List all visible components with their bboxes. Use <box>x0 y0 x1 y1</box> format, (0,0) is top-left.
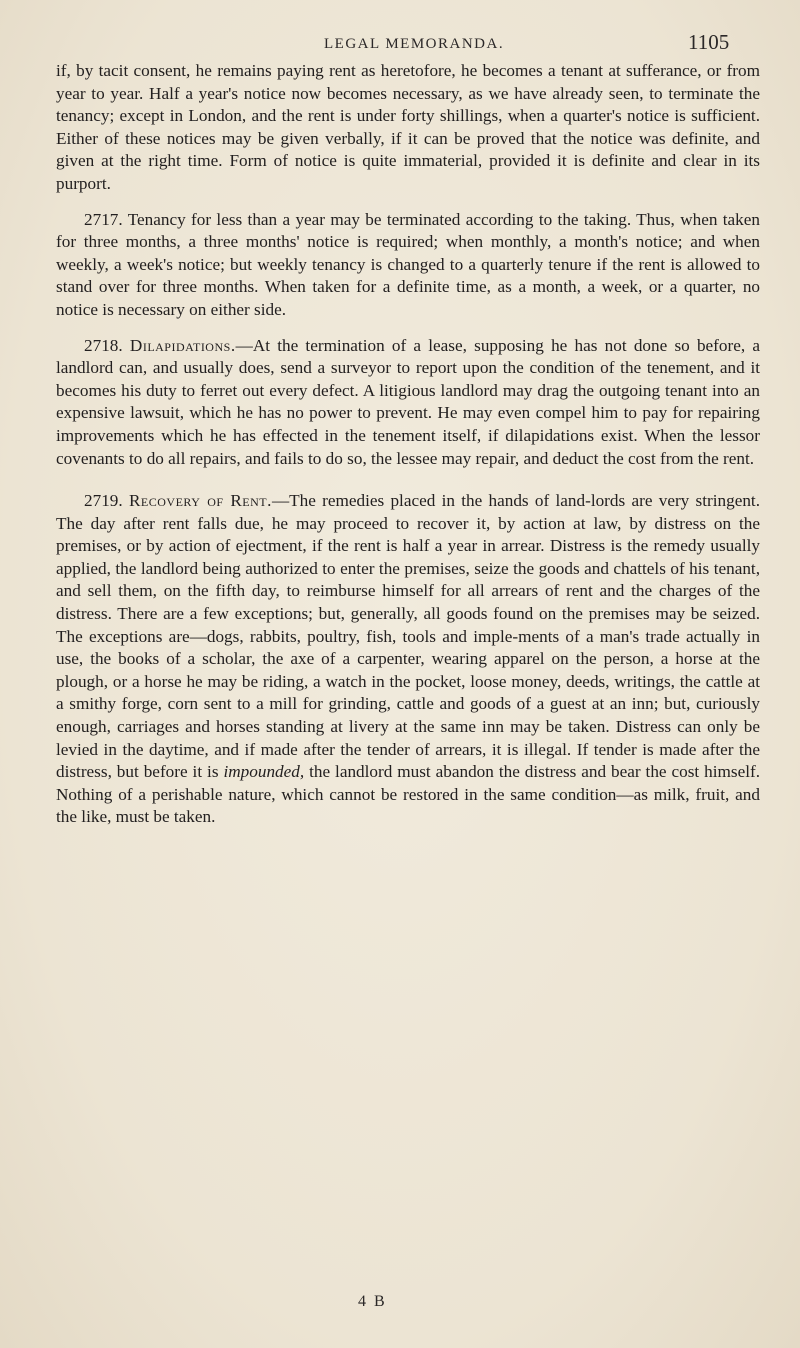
paragraph-number: 2719. <box>84 491 123 511</box>
paragraph-2719 <box>56 490 760 829</box>
italic-term: impounded, <box>223 762 305 782</box>
running-head <box>0 28 800 58</box>
running-title: LEGAL MEMORANDA. <box>324 36 505 52</box>
paragraph-2718 <box>56 335 760 471</box>
signature-mark: 4 B <box>358 1293 387 1310</box>
paragraph-2717 <box>56 209 760 322</box>
paragraph-text: if, by tacit consent, he remains paying rent as heretofore, he becomes a tenant at sufferance, or from year to year. Half a year's notice now becomes necessary, as we have already seen, to terminate the tenancy; except in London, and the rent is under forty shillings, when a quarter's notice is sufficient. Either of these notices may be given verbally, if it can be proved that the notice was definite, and given at the right time. Form of notice is quite immaterial, provided it is definite and clear in its purport. <box>56 61 760 193</box>
page-number: 1105 <box>688 30 730 54</box>
paragraph-text-end: the landlord must abandon the distress and bear the cost himself. Nothing of a perishable nature, which cannot be restored in the same condition—as milk, fruit, and the like, must be taken. <box>56 762 760 827</box>
paragraph-heading: Dilapidations. <box>129 335 236 355</box>
paragraph-heading: Recovery of Rent. <box>128 491 272 511</box>
body-text <box>56 60 760 829</box>
paragraph-number: 2717. <box>84 209 123 229</box>
paragraph-continuation <box>56 60 760 196</box>
paragraph-text: —At the termination of a lease, supposing he has not done so before, a landlord can, and usually does, send a surveyor to report upon the condition of the tenement, and it becomes his duty to ferret out every defect. A litigious landlord may drag the outgoing tenant into an expensive lawsuit, which he has no power to prevent. He may even compel him to pay for repairing improvements which he has effected in the tenement itself, if dilapidations exist. When the lessor covenants to do all repairs, and fails to do so, the lessee may repair, and deduct the cost from the rent. <box>56 335 761 468</box>
paragraph-text: —The remedies placed in the hands of land-lords are very stringent. The day after rent falls due, he may proceed to recover it, by action at law, by distress on the premises, or by action of ejectment, if the rent is half a year in arrear. Distress is the remedy usually applied, the landlord being authorized to enter the premises, seize the goods and chattels of his tenant, and sell them, on the fifth day, to reimburse himself for all arrears of rent and the charges of the distress. There are a few exceptions; but, generally, all goods found on the premises may be seized. The exceptions are—dogs, rabbits, poultry, fish, tools and imple-ments of a man's trade actually in use, the books of a scholar, the axe of a carpenter, wearing apparel on the person, a horse at the plough, or a horse he may be riding, a watch in the pocket, loose money, deeds, writings, the cattle at a smithy forge, corn sent to a mill for grinding, cattle and goods of a guest at an inn; but, curiously enough, carriages and horses standing at livery at the same inn may be taken. Distress can only be levied in the daytime, and if made after the tender of arrears, it is illegal. If tender is made after the distress, but before it is <box>56 491 761 782</box>
paragraph-number: 2718. <box>84 335 123 355</box>
paragraph-text: Tenancy for less than a year may be terminated according to the taking. Thus, when taken for three months, a three months' notice is required; when monthly, a month's notice; and when weekly, a week's notice; but weekly tenancy is changed to a quarterly tenure if the rent is allowed to stand over for three months. When taken for a definite time, as a month, a week, or a quarter, no notice is necessary on either side. <box>56 209 760 319</box>
